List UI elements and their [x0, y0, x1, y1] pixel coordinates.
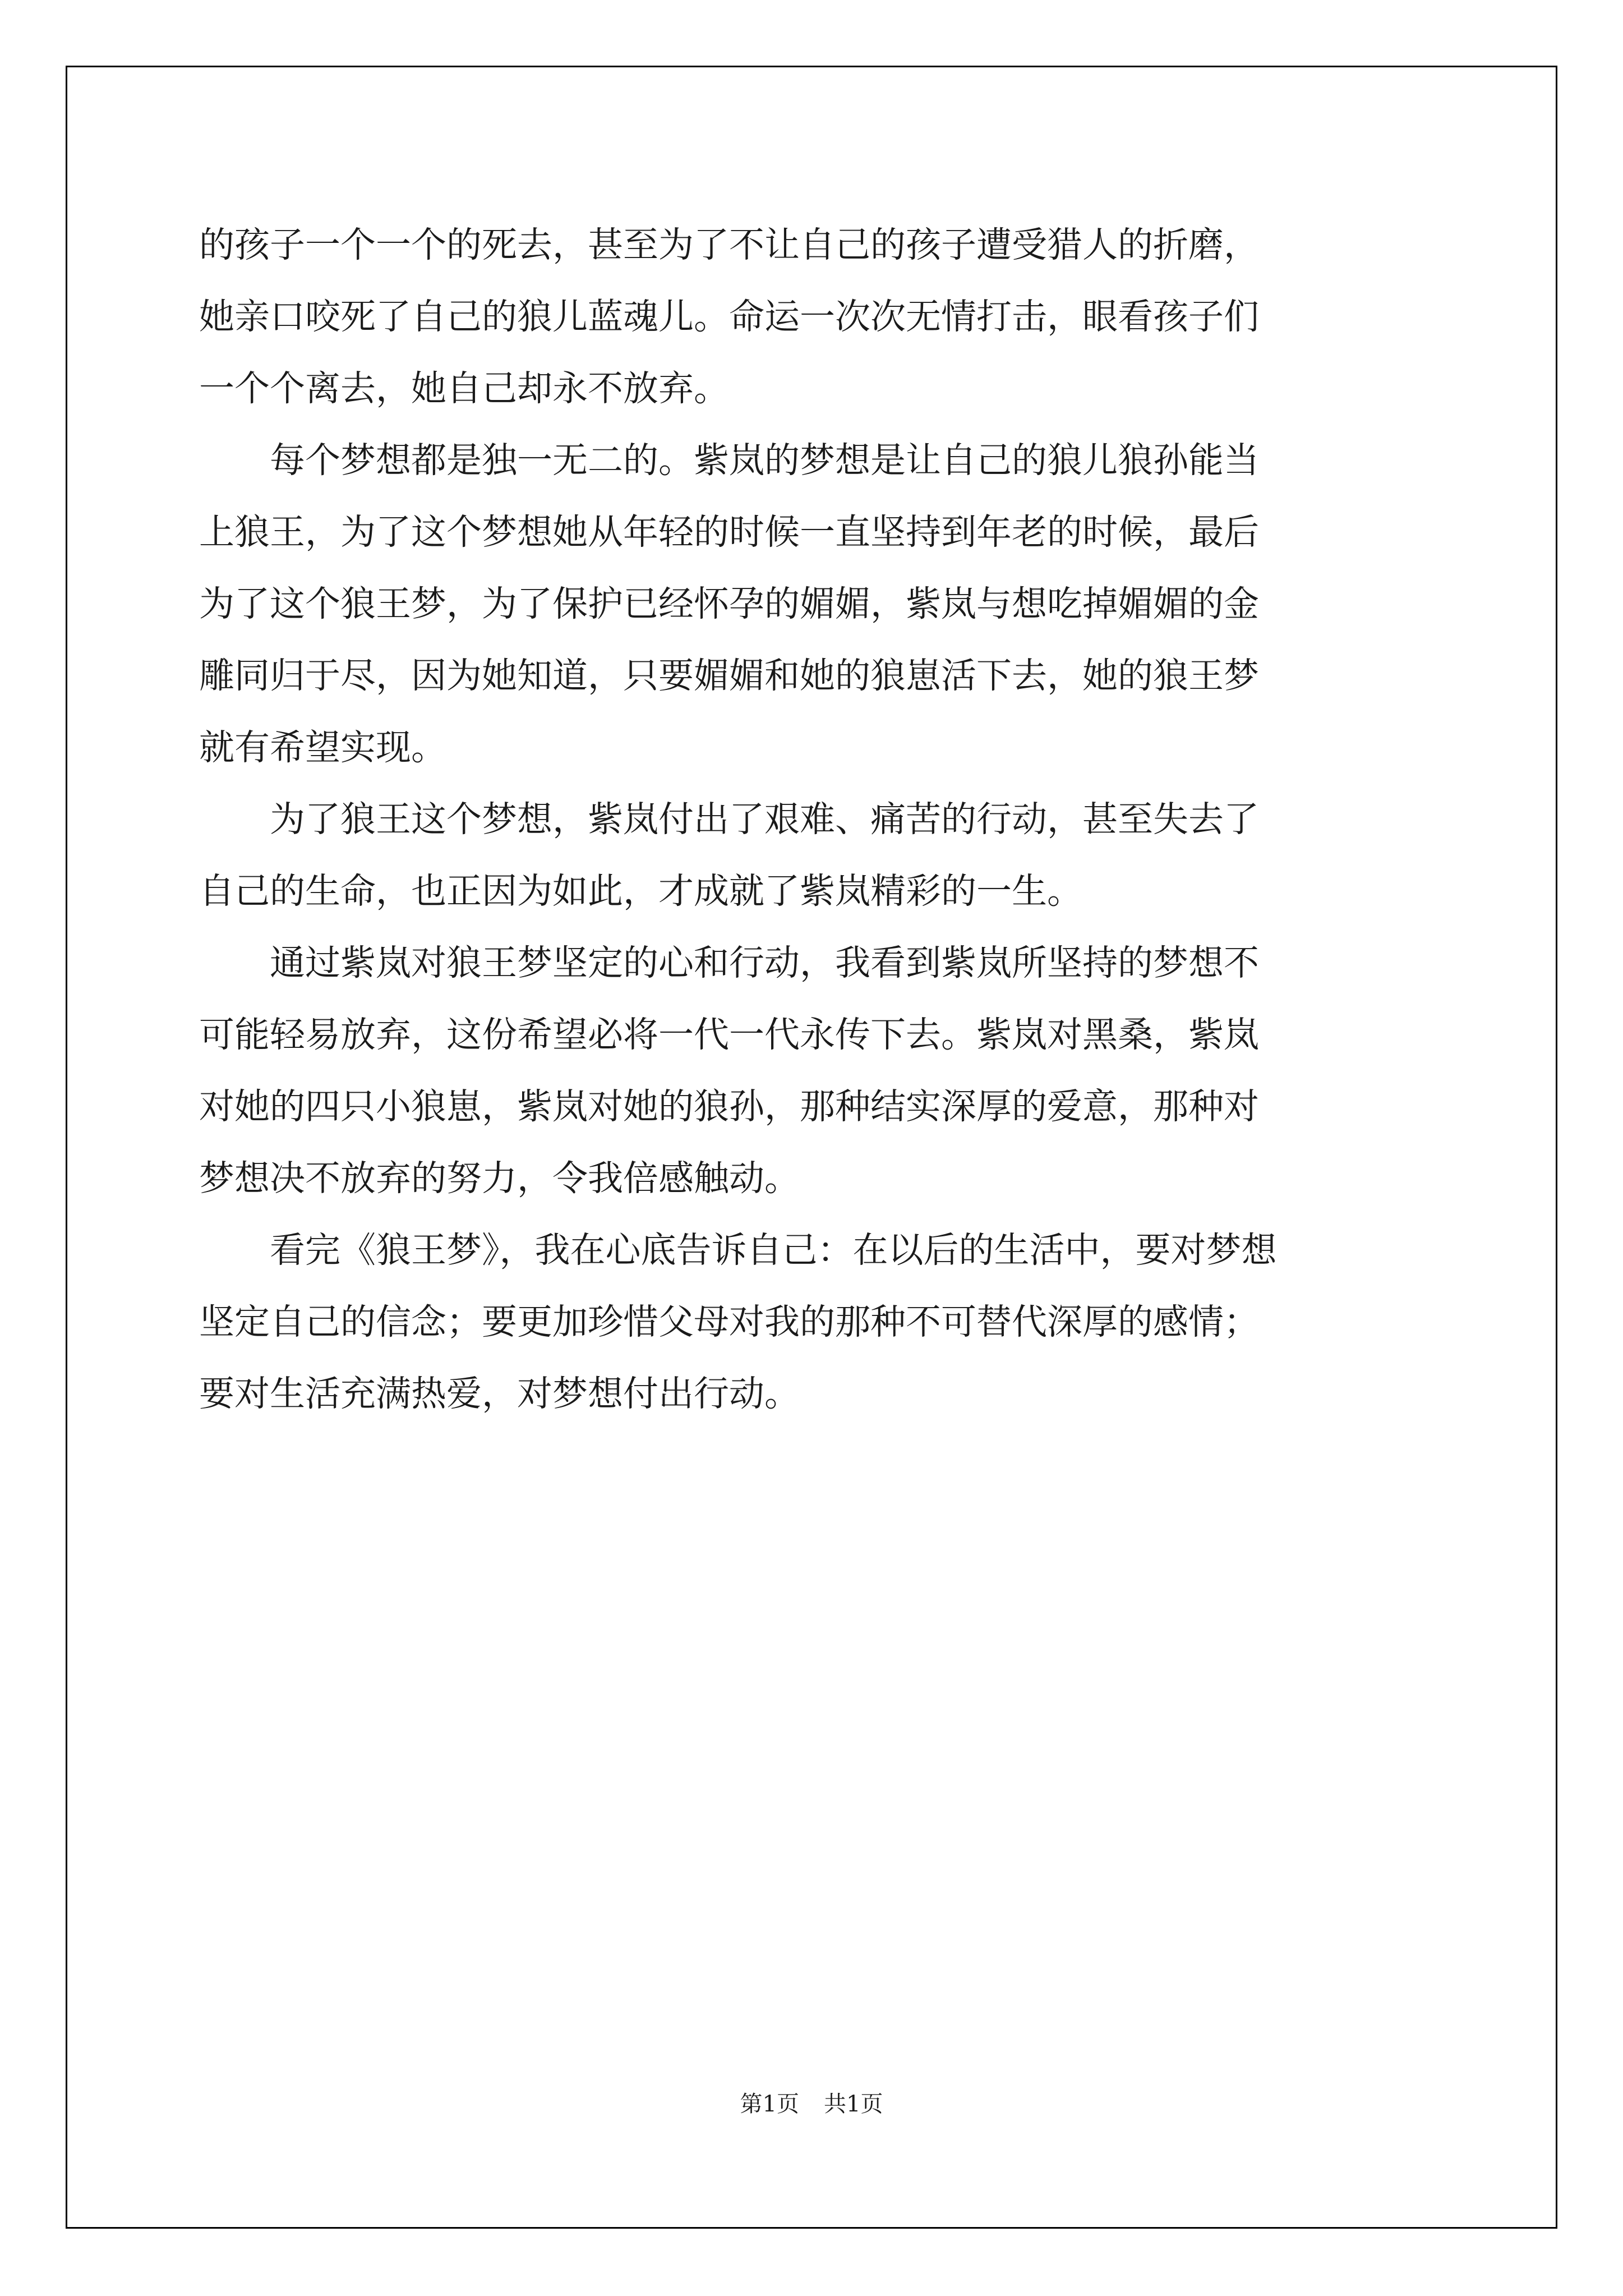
- text-line: 自己的生命，也正因为如此，才成就了紫岚精彩的一生。: [199, 871, 1082, 912]
- text-line: 通过紫岚对狼王梦坚定的心和行动，我看到紫岚所坚持的梦想不: [270, 942, 1259, 983]
- text-line: 为了这个狼王梦，为了保护已经怀孕的媚媚，紫岚与想吃掉媚媚的金: [199, 583, 1259, 624]
- text-line: 雕同归于尽，因为她知道，只要媚媚和她的狼崽活下去，她的狼王梦: [199, 655, 1259, 696]
- paragraph: [199, 425, 1433, 784]
- text-line: 看完《狼王梦》，我在心底告诉自己：在以后的生活中，要对梦想: [270, 1230, 1277, 1271]
- text-line: 她亲口咬死了自己的狼儿蓝魂儿。命运一次次无情打击，眼看孩子们: [199, 296, 1259, 337]
- text-line: 一个个离去，她自己却永不放弃。: [199, 368, 729, 409]
- text-line: 的孩子一个一个的死去，甚至为了不让自己的孩子遭受猎人的折磨，: [199, 224, 1259, 265]
- paragraph: [199, 1214, 1433, 1430]
- text-line: 可能轻易放弃，这份希望必将一代一代永传下去。紫岚对黑桑，紫岚: [199, 1014, 1259, 1055]
- paragraph: [199, 927, 1433, 1214]
- text-line: 对她的四只小狼崽，紫岚对她的狼孙，那种结实深厚的爱意，那种对: [199, 1086, 1259, 1127]
- text-line: 为了狼王这个梦想，紫岚付出了艰难、痛苦的行动，甚至失去了: [270, 799, 1259, 840]
- text-line: 每个梦想都是独一无二的。紫岚的梦想是让自己的狼儿狼孙能当: [270, 440, 1259, 481]
- paragraph: [199, 209, 1433, 425]
- text-line: 梦想决不放弃的努力，令我倍感触动。: [199, 1158, 800, 1199]
- page-number: 第1页: [740, 2091, 799, 2117]
- text-line: 上狼王，为了这个梦想她从年轻的时候一直坚持到年老的时候，最后: [199, 512, 1259, 553]
- page-footer: [0, 2086, 1623, 2118]
- document-body: [199, 209, 1433, 1430]
- text-line: 要对生活充满热爱，对梦想付出行动。: [199, 1373, 800, 1414]
- text-line: 坚定自己的信念；要更加珍惜父母对我的那种不可替代深厚的感情；: [199, 1301, 1259, 1342]
- page-total: 共1页: [824, 2091, 883, 2117]
- paragraph: [199, 784, 1433, 927]
- text-line: 就有希望实现。: [199, 727, 446, 768]
